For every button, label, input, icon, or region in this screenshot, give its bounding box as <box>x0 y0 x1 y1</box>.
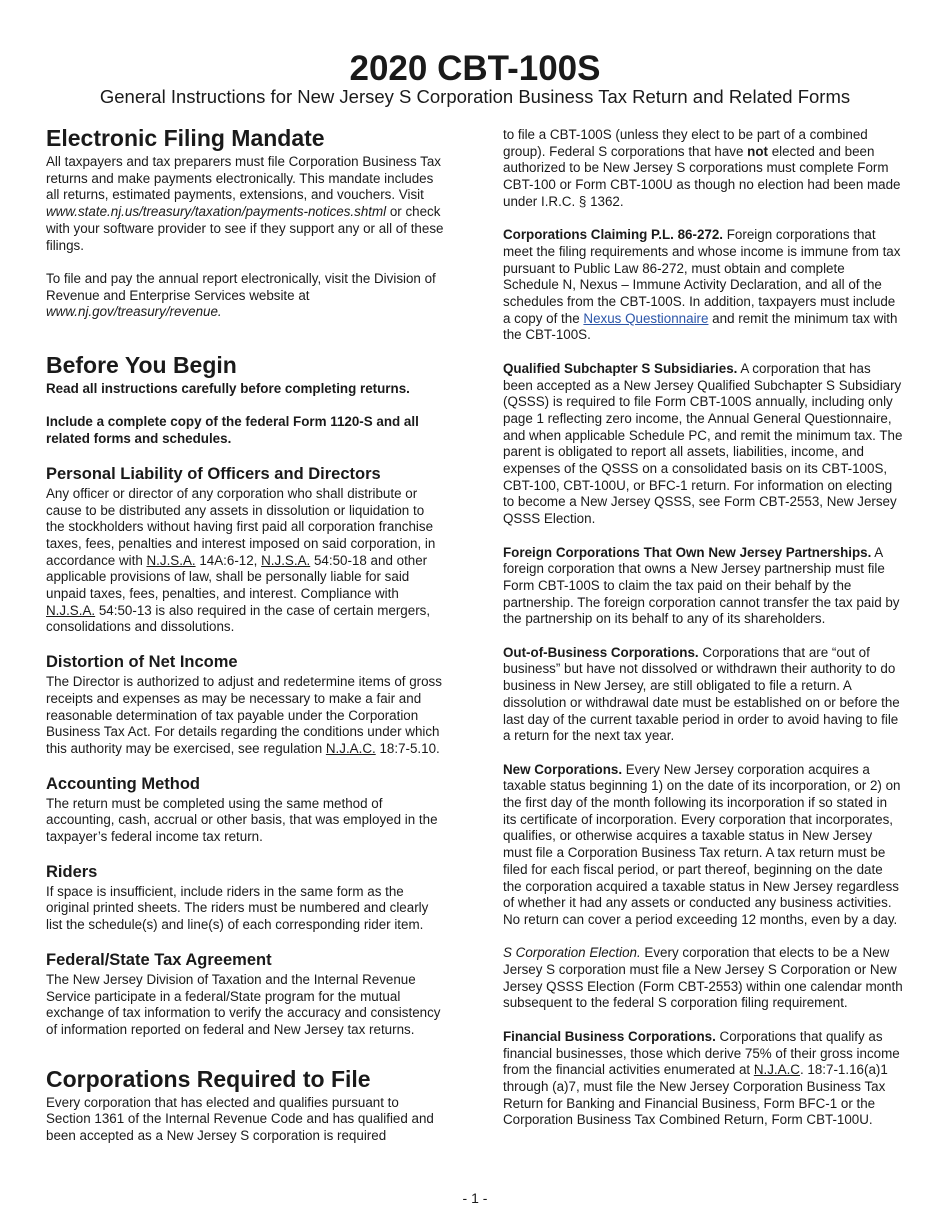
page-subtitle: General Instructions for New Jersey S Corporation Business Tax Return and Related Forms <box>99 86 851 107</box>
heading-riders: Riders <box>46 862 98 881</box>
paragraph-foreign-corporations <box>503 545 903 629</box>
lead-foreign-corporations: Foreign Corporations That Own New Jersey Partnerships. <box>503 544 872 560</box>
text-segment: 14A:6-12, <box>195 552 262 568</box>
heading-tax-agreement: Federal/State Tax Agreement <box>46 950 272 969</box>
nexus-questionnaire-link[interactable]: Nexus Questionnaire <box>583 310 709 326</box>
regulation-reference: N.J.A.C <box>753 1062 800 1078</box>
paragraph-tax-agreement: The New Jersey Division of Taxation and the Internal Revenue Service participate in a federal/State program for the mutual exchange of tax information to verify the accuracy and consistency of information reported on federal and New Jersey tax returns. <box>46 971 441 1037</box>
regulation-reference: N.J.A.C. <box>325 740 376 756</box>
paragraph-annual-report <box>46 271 446 321</box>
instruction-include-copy: Include a complete copy of the federal Form 1120-S and all related forms and schedules. <box>46 414 419 447</box>
paragraph-qsss <box>503 361 903 528</box>
heading-personal-liability: Personal Liability of Officers and Directors <box>46 464 381 483</box>
statute-reference: N.J.S.A. <box>146 552 196 568</box>
lead-s-corporation-election: S Corporation Election. <box>503 945 641 961</box>
statute-reference: N.J.S.A. <box>261 552 311 568</box>
paragraph-corporations-required: Every corporation that has elected and qualifies pursuant to Section 1361 of the Internal Revenue Code and has qualified and been accepted as a New Jersey S corporation is required <box>46 1094 434 1144</box>
text-segment: Corporations that are “out of business” but have not dissolved or withdrawn their authority to do business in New Jersey, are still obligated to file a return. A dissolution or withdrawal date must be established on or before the last day of the current taxable period in order to avoid having to file a return for the next tax year. <box>503 644 900 744</box>
text-segment: 54:50-18 and other applicable provisions of law, shall be personally liable for said unpaid taxes, fees, penalties, and interest. Compliance with <box>46 552 428 602</box>
section-electronic-filing-mandate <box>46 124 446 321</box>
text-segment: To file and pay the annual report electronically, visit the Division of Revenue and Enterprise Services website at <box>46 270 436 303</box>
text-segment: A foreign corporation that owns a New Jersey partnership must file Form CBT-100S to claim the tax paid on their behalf by the partnership. The foreign corporation cannot transfer the tax paid by the partnership on its behalf to any of its shareholders. <box>503 544 900 627</box>
payments-notices-url: www.state.nj.us/treasury/taxation/payments-notices.shtml <box>46 204 387 220</box>
section-accounting-method <box>46 774 446 846</box>
page-number: - 1 - <box>462 1190 488 1206</box>
paragraph-pl-86-272 <box>503 227 903 344</box>
page-title: 2020 CBT-100S <box>349 49 601 88</box>
lead-new-corporations: New Corporations. <box>503 761 623 777</box>
text-segment: A corporation that has been accepted as a New Jersey Qualified Subchapter S Subsidiary (QSSS) is required to file Form CBT-100S annually, including only page 1 reflecting zero income, the Annual General Questionnaire, and when applicable Schedule PC, and remit the minimum tax. The parent is obligated to report all assets, liabilities, income, and expenses of the QSSS on a consolidated basis on its CBT-100S, CBT-100, CBT-100U, or BFC-1 return. For information on electing to become a New Jersey QSSS, see Form CBT-2553, New Jersey QSSS Election. <box>503 360 903 527</box>
lead-pl-86-272: Corporations Claiming P.L. 86-272. <box>503 227 724 243</box>
heading-before-you-begin: Before You Begin <box>46 352 237 379</box>
right-column <box>503 127 903 1129</box>
paragraph-financial-business <box>503 1029 903 1129</box>
heading-corporations-required: Corporations Required to File <box>46 1065 371 1092</box>
heading-distortion: Distortion of Net Income <box>46 653 238 672</box>
text-segment: All taxpayers and tax preparers must file Corporation Business Tax returns and make payments electronically. This mandate includes all returns, estimated payments, extensions, and vouchers. Visit <box>46 154 441 203</box>
section-riders <box>46 862 446 934</box>
paragraph-filing-mandate <box>46 154 446 254</box>
text-segment: 54:50-13 is also required in the case of certain mergers, consolidations and dissolutions. <box>46 602 431 635</box>
lead-financial-business: Financial Business Corporations. <box>503 1028 716 1044</box>
instruction-read-all: Read all instructions carefully before completing returns. <box>46 381 410 397</box>
lead-qsss: Qualified Subchapter S Subsidiaries. <box>503 360 738 376</box>
paragraph-s-corporation-election <box>503 945 903 1012</box>
section-personal-liability <box>46 464 446 636</box>
paragraph-accounting-method: The return must be completed using the same method of accounting, cash, accrual or other basis, that was employed in the taxpayer’s federal income tax return. <box>46 795 438 845</box>
section-before-you-begin <box>46 351 446 448</box>
heading-accounting-method: Accounting Method <box>46 774 200 793</box>
text-segment: to file a CBT-100S (unless they elect to be part of a combined group). Federal S corporations that have <box>503 127 868 159</box>
text-segment: . 18:7-1.16(a)1 through (a)7, must file the New Jersey Corporation Business Tax Return for Banking and Financial Business, Form BFC-1 or the Corporation Business Tax Combined Return, Form CBT-100U. <box>503 1062 888 1128</box>
lead-out-of-business: Out-of-Business Corporations. <box>503 644 699 660</box>
section-distortion <box>46 652 446 758</box>
paragraph-new-corporations <box>503 762 903 929</box>
revenue-url: www.nj.gov/treasury/revenue. <box>46 304 222 320</box>
text-segment: elected and been authorized to be New Jersey S corporations must complete Form CBT-100 or Form CBT-100U as though no election had been made under I.R.C. § 1362. <box>503 143 901 209</box>
section-corporations-required <box>46 1065 446 1145</box>
paragraph-out-of-business <box>503 645 903 745</box>
text-segment: Every New Jersey corporation acquires a taxable status beginning 1) on the date of its incorporation, or 2) on the first day of the month following its incorporation if so stated in its certificate of incorporation. Every corporation that incorporates, qualifies, or otherwise acquires a taxable status in New Jersey must file a Corporation Business Tax return. A tax return must be filed for each fiscal period, or part thereof, beginning on the date the corporation acquired a taxable status in New Jersey regardless of whether it had any assets or conducted any business activities. No return can cover a period exceeding 12 months, even by a day. <box>503 761 901 927</box>
text-segment: Foreign corporations that meet the filing requirements and whose income is immune from tax pursuant to Public Law 86-272, must obtain and complete Schedule N, Nexus – Immune Activity Declaration, and all of the schedules from the CBT-100S. In addition, taxpayers must include a copy of the <box>503 227 901 326</box>
paragraph-distortion <box>46 674 446 758</box>
emphasis-not: not <box>747 143 768 159</box>
text-segment: and remit the minimum tax with the CBT-100S. <box>503 310 898 343</box>
section-tax-agreement <box>46 950 446 1039</box>
statute-reference: N.J.S.A. <box>46 602 96 618</box>
text-segment: Any officer or director of any corporation who shall distribute or cause to be distributed any assets in dissolution or liquidation to the stockholders without having first paid all corporation franchise taxes, fees, penalties and interest imposed on said corporation, in accordance with <box>46 485 436 568</box>
text-segment: or check with your software provider to see if they support any or all of these filings. <box>46 204 444 253</box>
text-segment: Every corporation that elects to be a New Jersey S corporation must file a New Jersey S Corporation or New Jersey QSSS Election (Form CBT-2553) within one calendar month subsequent to the federal S corporation filing requirement. <box>503 945 903 1011</box>
heading-electronic-filing-mandate: Electronic Filing Mandate <box>46 125 325 151</box>
paragraph-continued <box>503 127 903 211</box>
text-segment: The Director is authorized to adjust and redetermine items of gross receipts and expenses as may be necessary to make a fair and reasonable determination of tax payable under the Corporation Business Tax Act. For details regarding the conditions under which this authority may be exercised, see regulation <box>46 674 442 756</box>
left-column <box>46 124 446 1145</box>
text-segment: Corporations that qualify as financial businesses, those which derive 75% of their gross income from the financial activities enumerated at <box>503 1028 900 1078</box>
text-segment: 18:7-5.10. <box>375 740 440 756</box>
paragraph-personal-liability <box>46 486 446 636</box>
paragraph-riders: If space is insufficient, include riders in the same form as the original printed sheets. The riders must be numbered and clearly list the schedule(s) and line(s) of each corresponding rider item. <box>46 883 429 933</box>
